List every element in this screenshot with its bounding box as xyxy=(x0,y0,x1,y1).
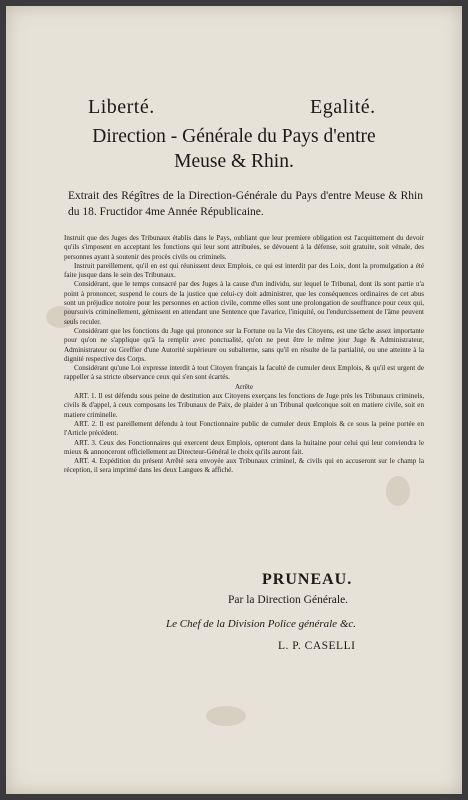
article-1: ART. 1. Il est défendu sous peine de destitution aux Citoyens exerçans les fonctions de Juge près les Tribunaux criminels, civils & d'appel, à ceux composans les Tribunaux de Paix, de plaider à un Tribunal quelconque soit en matiere civile, soit en matiere criminelle. xyxy=(64,392,424,419)
extract-heading: Extrait des Régîtres de la Direction-Générale du Pays d'entre Meuse & Rhin du 18. Fructidor 4me Année Républicaine. xyxy=(68,190,423,218)
article-2: ART. 2. Il est pareillement défendu à tout Fonctionnaire public de cumuler deux Emplois & ce sous la peine portée en l'Article précédent. xyxy=(64,419,424,438)
arrete-heading: Arrête xyxy=(234,382,254,391)
motto-liberte: Liberté. xyxy=(88,96,155,118)
article-3: ART. 3. Ceux des Fonctionnaires qui exercent deux Emplois, opteront dans la huitaine pour celui qui leur conviendra le mieux & annonceront officiellement au Directeur-Général le choix qu'ils auront fait. xyxy=(64,438,424,456)
paragraph: Instruit que des Juges des Tribunaux établis dans le Pays, oubliant que leur premiere obligation est l'acquittement du devoir qu'ils s'imposent en acceptant les fonctions qui leur sont attribuées, se dévouent à la défense, soit gratuite, soit vénale, des personnes ayant à soutenir des procès civils ou criminels. xyxy=(64,234,424,261)
signatory-name: PRUNEAU. xyxy=(262,571,353,588)
paper-stain xyxy=(206,706,246,726)
document-sheet xyxy=(6,6,462,794)
signatory-authority: Par la Direction Générale. xyxy=(228,594,349,606)
division-chief-line: Le Chef de la Division Police générale &c. xyxy=(166,618,357,630)
decree-body xyxy=(64,234,424,476)
motto-row xyxy=(6,96,462,120)
paragraph: Considérant qu'une Loi expresse interdit à tout Citoyen français la faculté de cumuler deux Emplois, & qu'il est urgent de rappeller à sa stricte observance ceux qui s'en sont écartés. xyxy=(64,364,424,382)
title-line-1: Direction - Générale du Pays d'entre xyxy=(92,126,376,147)
motto-egalite: Egalité. xyxy=(310,96,376,118)
article-4: ART. 4. Expédition du présent Arrêté sera envoyée aux Tribunaux criminel, & civils qui en accuseront sur le champ la réception, il sera imprimé dans les deux Langues & affiché. xyxy=(64,457,424,475)
countersigner-name: L. P. CASELLI xyxy=(278,640,356,652)
paragraph: Considérant, que le temps consacré par des Juges à la cause d'un individu, sur lequel le Tribunal, dont ils sont partie n'a point à prononcer, suspend le cours de la justice que celui-cy doit administrer, que les conséquences ordinaires de cet abus sont un préjudice notoire pour les personnes en action civile, comme elles sont une prolongation de souffrance pour ceux qui, poursuivis criminellement, gémissent en attendant une Sentence que l'avarice, l'iniquité, ou l'endurcissement de l'âme peuvent seuls reculer. xyxy=(64,280,424,326)
paragraph: Instruit pareillement, qu'il en est qui réunissent deux Emplois, ce qui est interdit par des Loix, dont la promulgation a été faite jusque dans le sein des Tribunaux. xyxy=(64,261,424,280)
paragraph: Considérant que les fonctions du Juge qui prononce sur la Fortune ou la Vie des Citoyens, est une tâche assez importante pour qu'on ne s'applique qu'à la remplir avec ponctualité, qu'on ne peut être le même jour Juge & Administrateur, Administrateur ou Greffier d'une Autorité supérieure ou subalterne, sans qu'il en résulte de la partialité, ou une atteinte à la dignité respective des Corps. xyxy=(64,326,424,363)
paper-stain xyxy=(386,476,410,506)
title-line-2: Meuse & Rhin. xyxy=(174,151,294,172)
